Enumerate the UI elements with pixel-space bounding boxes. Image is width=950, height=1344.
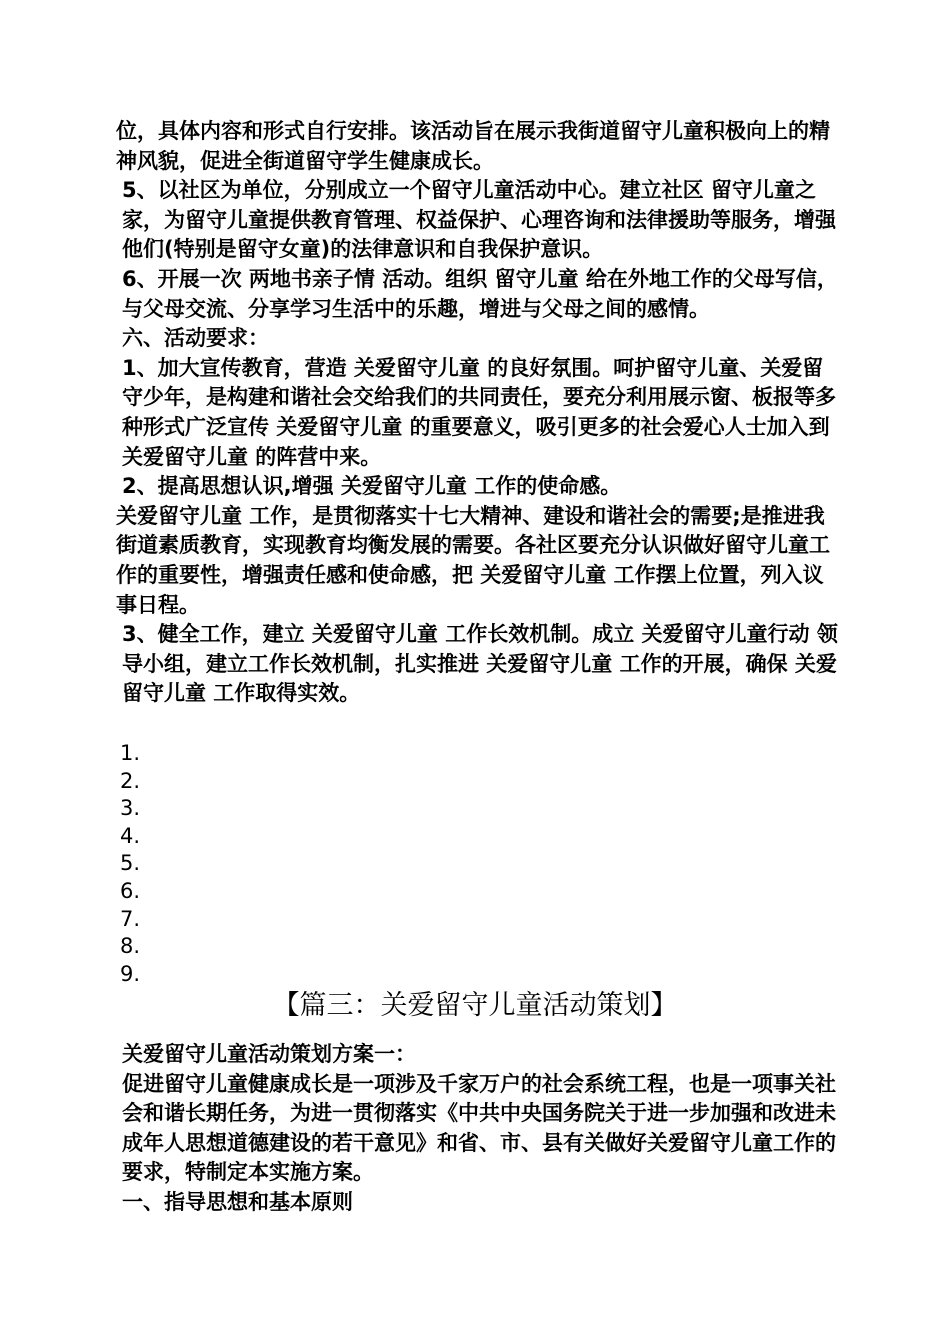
paragraph: 5、以社区为单位，分别成立一个留守儿童活动中心。建立社区 留守儿童之家，为留守儿童提供教育管理、权益保护、心理咨询和法律援助等服务，增强他们(特别是留守女童)的法律意识和自我保护意识。 [122, 178, 836, 262]
list-item: 9. [120, 961, 141, 986]
paragraph: 2、提高思想认识,增强 关爱留守儿童 工作的使命感。 [122, 474, 622, 499]
document-body-upper [116, 117, 838, 709]
section-title: 【篇三：关爱留守儿童活动策划】 [272, 990, 678, 1021]
paragraph: 位，具体内容和形式自行安排。该活动旨在展示我街道留守儿童积极向上的精神风貌，促进全街道留守学生健康成长。 [116, 119, 830, 173]
section-heading: 六、活动要求： [122, 326, 269, 351]
section-heading: 一、指导思想和基本原则 [122, 1189, 353, 1214]
paragraph: 1、加大宣传教育，营造 关爱留守儿童 的良好氛围。呵护留守儿童、关爱留守少年，是构建和谐社会交给我们的共同责任，要充分利用展示窗、板报等多种形式广泛宣传 关爱留守儿童 的重要意义，吸引更多的社会爱心人士加入到 关爱留守儿童 的阵营中来。 [122, 355, 836, 469]
section-heading: 关爱留守儿童活动策划方案一： [122, 1042, 416, 1066]
paragraph: 3、健全工作，建立 关爱留守儿童 工作长效机制。成立 关爱留守儿童行动 领导小组，建立工作长效机制，扎实推进 关爱留守儿童 工作的开展，确保 关爱留守儿童 工作取得实效。 [122, 622, 838, 706]
list-item: 2. [120, 768, 141, 793]
list-item: 8. [120, 934, 141, 959]
list-item: 5. [120, 851, 141, 876]
document-body-lower [116, 1040, 838, 1218]
list-item: 7. [120, 906, 141, 931]
list-item: 4. [120, 823, 141, 848]
paragraph: 促进留守儿童健康成长是一项涉及千家万户的社会系统工程，也是一项事关社会和谐长期任务，为进一贯彻落实《中共中央国务院关于进一步加强和改进未成年人思想道德建设的若干意见》和省、市、县有关做好关爱留守儿童工作的要求，特制定本实施方案。 [122, 1071, 836, 1185]
paragraph: 6、开展一次 两地书亲子情 活动。组织 留守儿童 给在外地工作的父母写信，与父母交流、分享学习生活中的乐趣，增进与父母之间的感情。 [122, 266, 838, 321]
list-item: 6. [120, 878, 141, 903]
paragraph: 关爱留守儿童 工作，是贯彻落实十七大精神、建设和谐社会的需要;是推进我街道素质教育，实现教育均衡发展的需要。各社区要充分认识做好留守儿童工作的重要性，增强责任感和使命感，把 关爱留守儿童 工作摆上位置，列入议事日程。 [116, 503, 830, 617]
numbered-list [120, 740, 140, 988]
list-item: 1. [120, 741, 141, 765]
list-item: 3. [120, 796, 141, 821]
